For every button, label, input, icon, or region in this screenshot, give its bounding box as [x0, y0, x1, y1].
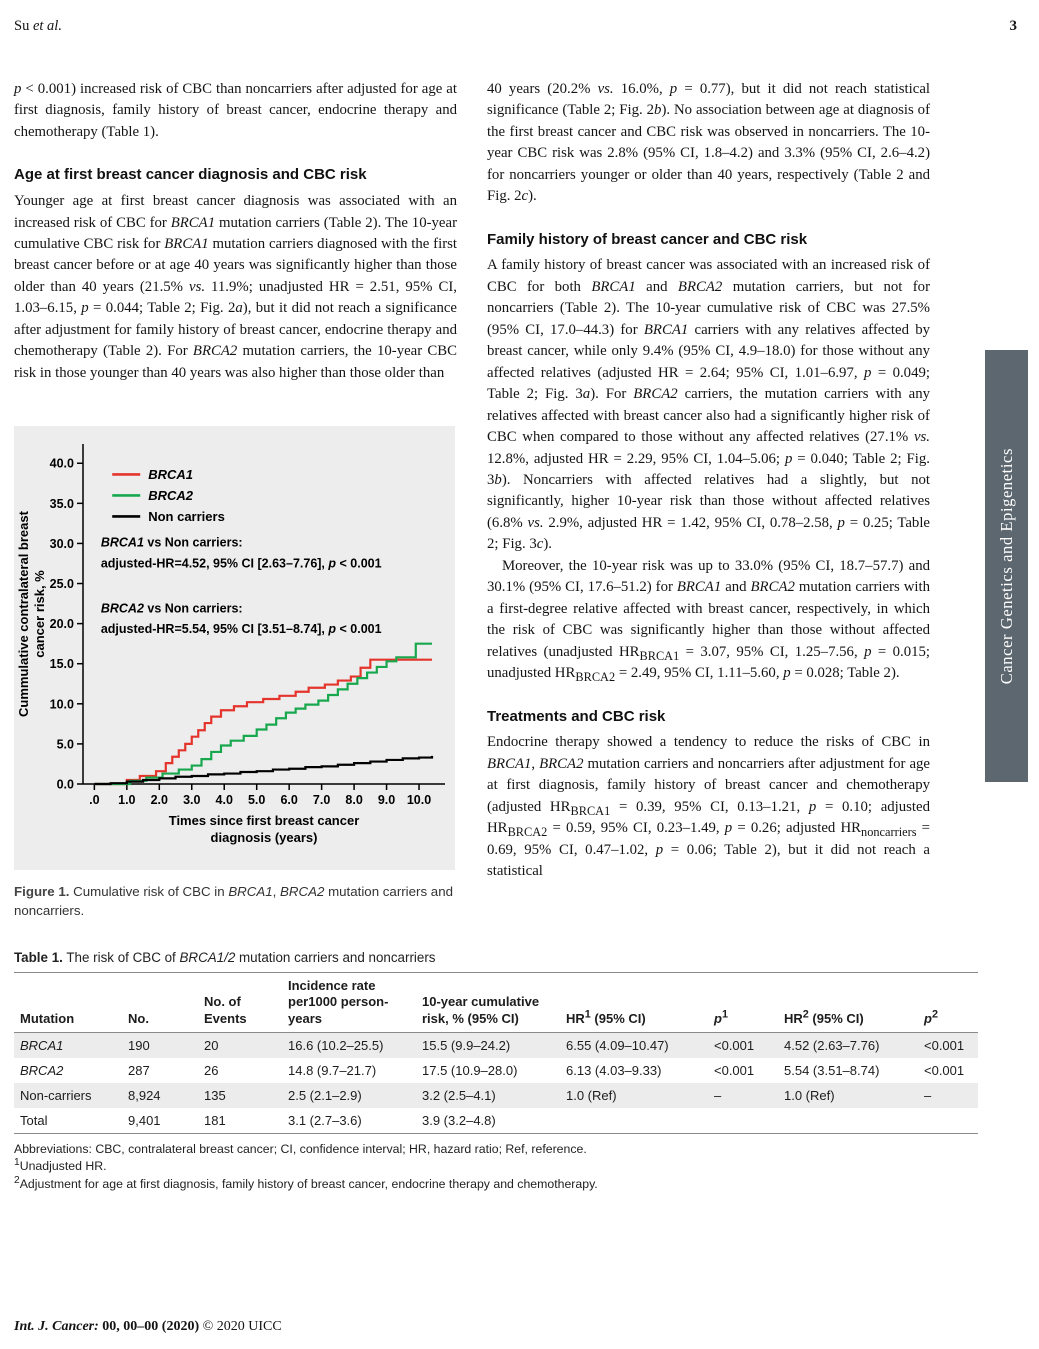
svg-text:BRCA1: BRCA1 — [148, 467, 194, 483]
page-header — [0, 0, 1039, 35]
svg-text:adjusted-HR=4.52, 95% CI [2.63: adjusted-HR=4.52, 95% CI [2.63–7.76], p < 0.001 — [100, 556, 382, 571]
column-header: Mutation — [14, 973, 122, 1033]
table-footnote: $^2$Adjustment for age at first diagnosis, family history of breast cancer, endocrine therapy and chemotherapy. — [14, 1174, 598, 1191]
table-cell: BRCA2 — [20, 1062, 64, 1078]
body-columns — [0, 79, 930, 920]
table-row — [14, 1108, 978, 1134]
svg-text:BRCA1 vs Non carriers:: BRCA1 vs Non carriers: — [100, 535, 243, 550]
figure1-chart — [15, 432, 453, 860]
column-header: $HR^1$ (95% CI) — [560, 973, 708, 1033]
column-header: $p^2$ — [918, 973, 978, 1033]
table-cell — [778, 1108, 918, 1134]
section-side-tab — [985, 350, 1028, 782]
table-cell: BRCA1 — [20, 1037, 64, 1053]
table-cell: <0.001 — [924, 1037, 965, 1053]
table-cell — [560, 1108, 708, 1134]
paragraph: Moreover, the 10-year risk was up to 33.0% (95% CI, 18.7–57.7) and 30.1% (95% CI, 17.6–51.2) for BRCA1 and BRCA2 mutation carriers with a first-degree relative affected with breast cancer, respectively, in which the risk of CBC was significantly higher than those without affected relatives (unadjusted $HR_{BRCA1} = 3.07$, 95% CI, 1.25–7.56, p = 0.015; unadjusted $HR_{BRCA2} = 2.49$, 95% CI, 1.11–5.60, p = 0.028; Table 2). — [487, 557, 931, 685]
svg-text:.0: .0 — [89, 793, 100, 808]
svg-text:10.0: 10.0 — [406, 793, 432, 808]
table-cell: 287 — [128, 1062, 150, 1078]
table-cell — [708, 1108, 778, 1134]
table-cell: 16.6 (10.2–25.5) — [288, 1037, 384, 1053]
column-header: No. — [122, 973, 198, 1033]
paragraph-continued: 40 years (20.2% vs. 16.0%, p = 0.77), but it did not reach statistical significance (Table 2; Fig. 2b). No association between age at diagnosis of the first breast cancer and CBC risk was observed in noncarriers. The 10-year CBC risk was 2.8% (95% CI, 1.8–4.2) and 3.3% (95% CI, 2.6–4.2) for noncarriers younger or older than 40 years, respectively (Table 2 and Fig. 2c). — [487, 81, 930, 205]
table-cell: 5.54 (3.51–8.74) — [784, 1062, 880, 1078]
section-heading-age: Age at first breast cancer diagnosis and CBC risk — [14, 166, 367, 184]
table-cell: <0.001 — [924, 1062, 965, 1078]
table1 — [14, 972, 978, 1134]
section-heading-family-history: Family history of breast cancer and CBC risk — [487, 230, 808, 248]
table-cell: 1.0 (Ref) — [784, 1087, 835, 1103]
svg-text:6.0: 6.0 — [280, 793, 298, 808]
paragraph: Younger age at first breast cancer diagnosis was associated with an increased risk of CBC for BRCA1 mutation carriers (Table 2). The 10-year cumulative CBC risk for BRCA1 mutation carriers diagnosed with the first breast cancer before or at age 40 years was significantly higher than those older than 40 years (21.5% vs. 11.9%; unadjusted HR = 2.51, 95% CI, 1.03–6.15, p = 0.044; Table 2; Fig. 2a), but it did not reach a significance after adjustment for family history of breast cancer, endocrine therapy and chemotherapy (Table 2). For BRCA2 mutation carriers, the 10-year CBC risk in those younger than 40 years was also higher than those older than — [14, 193, 457, 381]
table-cell: <0.001 — [714, 1062, 755, 1078]
table-cell: 26 — [204, 1062, 219, 1078]
series-line — [94, 756, 432, 784]
paragraph: A family history of breast cancer was associated with an increased risk of CBC for both BRCA1 and BRCA2 mutation carriers, but not for noncarriers (Table 2). The 10-year cumulative risk of CBC was 27.5% (95% CI, 17.0–44.3) for BRCA1 carriers with any relatives affected by breast cancer, while only 9.4% (95% CI, 4.9–18.0) for those without any affected relatives (adjusted HR = 2.64; 95% CI, 1.01–6.97, p = 0.049; Table 2; Fig. 3a). For BRCA2 carriers, the mutation carriers with any relatives affected with breast cancer also had a significantly higher risk of CBC when compared to those without any affected relatives (27.1% vs. 12.8%, adjusted HR = 2.29, 95% CI, 1.04–5.06; p = 0.040; Table 2; Fig. 3b). Noncarriers with affected relatives had a slightly, but not significantly, higher 10-year risk than those without affected relatives (6.8% vs. 2.9%, adjusted HR = 1.42, 95% CI, 0.78–2.58, p = 0.25; Table 2; Fig. 3c). — [487, 257, 931, 553]
table-title-text: The risk of CBC of BRCA1/2 mutation carriers and noncarriers — [66, 950, 436, 966]
column-header: 10-year cumulative risk, % (95% CI) — [416, 973, 560, 1033]
table-cell: 3.9 (3.2–4.8) — [416, 1108, 560, 1134]
table-cell: 14.8 (9.7–21.7) — [288, 1062, 377, 1078]
table1-header-row — [14, 973, 978, 1033]
table-title-label: Table 1. — [14, 950, 63, 966]
column-header: $p^1$ — [708, 973, 778, 1033]
section-heading-treatments: Treatments and CBC risk — [487, 707, 666, 725]
svg-text:7.0: 7.0 — [312, 793, 331, 808]
column-header: $HR^2$ (95% CI) — [778, 973, 918, 1033]
figure-caption — [14, 882, 457, 921]
table-row — [14, 1058, 978, 1083]
table-section — [0, 950, 965, 1193]
table-cell: Total — [14, 1108, 122, 1134]
table-footnotes — [14, 1141, 930, 1193]
svg-text:20.0: 20.0 — [49, 617, 74, 632]
svg-text:1.0: 1.0 — [118, 793, 136, 808]
column-header: Incidence rate per1000 person-years — [282, 973, 416, 1033]
running-authors: Su et al. — [14, 18, 62, 34]
svg-text:Non carriers: Non carriers — [148, 509, 225, 525]
table-cell: 2.5 (2.1–2.9) — [288, 1087, 362, 1103]
figure-caption-label: Figure 1. — [14, 883, 70, 899]
svg-text:3.0: 3.0 — [183, 793, 201, 808]
copyright: © 2020 UICC — [202, 1319, 282, 1334]
table1-body — [14, 1032, 978, 1133]
series-line — [94, 660, 432, 784]
figure-caption-text: Cumulative risk of CBC in BRCA1, BRCA2 mutation carriers and noncarriers. — [14, 883, 453, 918]
side-tab-label: Cancer Genetics and Epigenetics — [996, 447, 1016, 685]
figure1-panel — [14, 426, 455, 869]
paragraph: Endocrine therapy showed a tendency to reduce the risks of CBC in BRCA1, BRCA2 mutation carriers and noncarriers after adjustment for age at first diagnosis, family history of breast cancer and chemotherapy (adjusted $HR_{BRCA1} = 0.39$, 95% CI, 0.13–1.21, p = 0.10; adjusted $HR_{BRCA2} = 0.59$, 95% CI, 0.23–1.49, p = 0.26; adjusted $HR_{noncarriers} = 0.69$, 95% CI, 0.47–1.02, p = 0.06; Table 2), but it did not reach a statistical — [487, 734, 931, 879]
svg-text:cancer risk, %: cancer risk, % — [32, 570, 47, 658]
table-row — [14, 1032, 978, 1058]
journal-name: Int. J. Cancer: — [14, 1319, 99, 1334]
svg-text:adjusted-HR=5.54, 95% CI [3.51: adjusted-HR=5.54, 95% CI [3.51–8.74], p < 0.001 — [100, 622, 382, 637]
svg-text:BRCA2 vs Non carriers:: BRCA2 vs Non carriers: — [100, 601, 243, 616]
series-line — [94, 644, 432, 784]
right-column — [487, 79, 930, 882]
table-cell — [918, 1108, 978, 1134]
table-cell: 135 — [204, 1087, 226, 1103]
issue-info: 00, 00–00 (2020) — [102, 1319, 200, 1334]
svg-text:Cummulative contralateral brea: Cummulative contralateral breast — [16, 511, 31, 718]
table-cell: 1.0 (Ref) — [566, 1087, 617, 1103]
svg-text:Times since first breast cance: Times since first breast cancer — [168, 813, 360, 829]
svg-text:30.0: 30.0 — [49, 537, 74, 552]
table-cell: 8,924 — [128, 1087, 161, 1103]
table-cell: 6.55 (4.09–10.47) — [566, 1037, 669, 1053]
table-cell: 4.52 (2.63–7.76) — [784, 1037, 880, 1053]
page-number: 3 — [1009, 18, 1017, 34]
table-cell: <0.001 — [714, 1037, 755, 1053]
table-cell: 17.5 (10.9–28.0) — [422, 1062, 518, 1078]
svg-text:2.0: 2.0 — [150, 793, 168, 808]
page-footer — [14, 1319, 282, 1335]
table-cell: 3.2 (2.5–4.1) — [422, 1087, 496, 1103]
svg-text:9.0: 9.0 — [377, 793, 396, 808]
table-cell: 181 — [198, 1108, 282, 1134]
svg-text:BRCA2: BRCA2 — [148, 488, 194, 504]
table-footnote: Abbreviations: CBC, contralateral breast cancer; CI, confidence interval; HR, hazard ratio; Ref, reference. — [14, 1141, 587, 1156]
svg-text:diagnosis (years): diagnosis (years) — [210, 830, 318, 846]
left-column — [14, 79, 457, 920]
paragraph-continued: p < 0.001) increased risk of CBC than noncarriers after adjusted for age at first diagnosis, family history of breast cancer, endocrine therapy and chemotherapy (Table 1). — [14, 81, 457, 140]
table-title — [14, 950, 930, 965]
svg-text:35.0: 35.0 — [49, 497, 74, 512]
column-header: No. of Events — [198, 973, 282, 1033]
table-cell: 20 — [204, 1037, 219, 1053]
svg-text:4.0: 4.0 — [215, 793, 233, 808]
svg-text:5.0: 5.0 — [247, 793, 266, 808]
svg-text:40.0: 40.0 — [49, 456, 74, 471]
svg-text:10.0: 10.0 — [49, 697, 74, 712]
table-cell: 3.1 (2.7–3.6) — [282, 1108, 416, 1134]
svg-text:25.0: 25.0 — [49, 577, 74, 592]
table-cell: – — [714, 1087, 722, 1103]
svg-text:15.0: 15.0 — [49, 657, 74, 672]
svg-text:0.0: 0.0 — [56, 777, 74, 792]
svg-text:8.0: 8.0 — [345, 793, 363, 808]
table-cell: 6.13 (4.03–9.33) — [566, 1062, 662, 1078]
table-cell: – — [924, 1087, 932, 1103]
table-row — [14, 1083, 978, 1108]
table-cell: 15.5 (9.9–24.2) — [422, 1037, 511, 1053]
table-cell: 190 — [128, 1037, 150, 1053]
table-cell: 9,401 — [122, 1108, 198, 1134]
table-cell: Non-carriers — [20, 1087, 92, 1103]
svg-text:5.0: 5.0 — [56, 737, 74, 752]
table-footnote: $^1$Unadjusted HR. — [14, 1157, 107, 1174]
